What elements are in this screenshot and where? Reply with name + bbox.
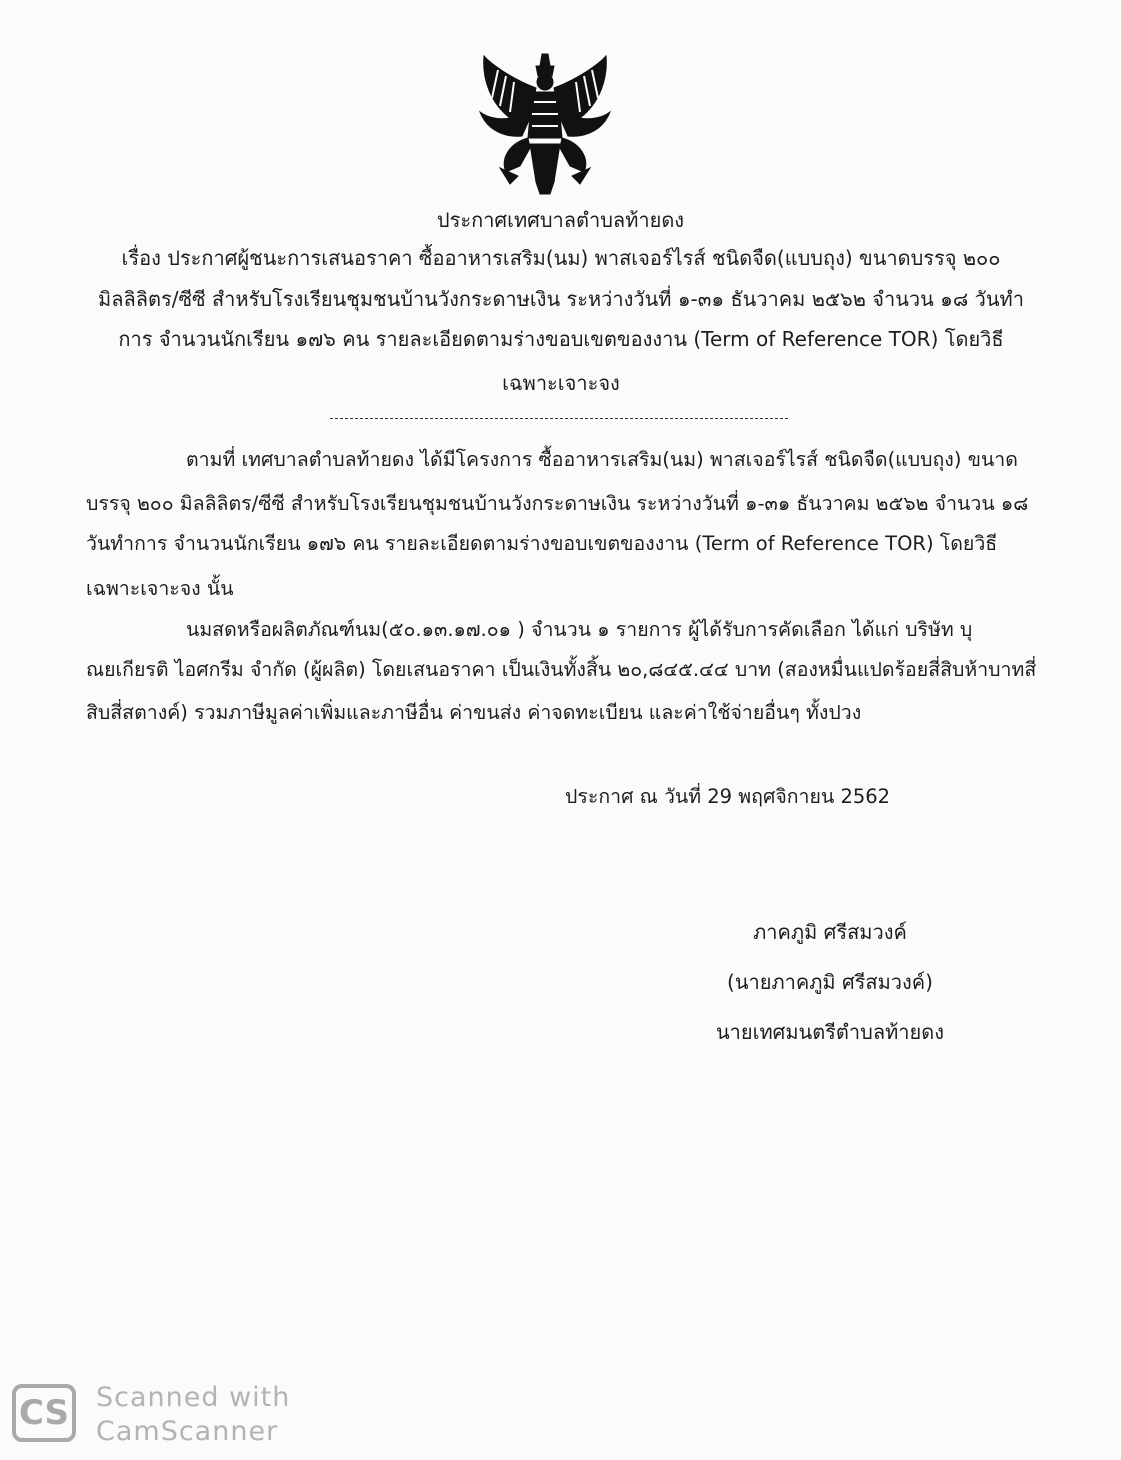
signatory-position: นายเทศมนตรีตำบลท้ายดง	[716, 1020, 944, 1044]
paragraph-line: สิบสี่สตางค์) รวมภาษีมูลค่าเพิ่มและภาษีอื่น ค่าขนส่ง ค่าจดทะเบียน และค่าใช้จ่ายอื่นๆ ทั้งปวง	[86, 701, 862, 724]
watermark-line: Scanned with	[96, 1382, 291, 1413]
paragraph-line: บรรจุ ๒๐๐ มิลลิลิตร/ซีซี สำหรับโรงเรียนชุมชนบ้านวังกระดาษเงิน ระหว่างวันที่ ๑-๓๑ ธันวาคม ๒๕๖๒ จำนวน ๑๘	[86, 492, 1029, 515]
paragraph-line: ณยเกียรติ ไอศกรีม จำกัด (ผู้ผลิต) โดยเสนอราคา เป็นเงินทั้งสิ้น ๒๐,๘๔๕.๔๔ บาท (สองหมื่นแปดร้อยสี่สิบห้าบาทสี่	[86, 658, 1037, 681]
paragraph-line: วันทำการ จำนวนนักเรียน ๑๗๖ คน รายละเอียดตามร่างขอบเขตของงาน (Term of Reference TOR) โดยวิธี	[86, 532, 998, 555]
camscanner-logo-icon: CS	[12, 1384, 76, 1442]
paragraph-line: เฉพาะเจาะจง นั้น	[86, 577, 234, 600]
signature-name: ภาคภูมิ ศรีสมวงค์	[753, 920, 907, 944]
paragraph-line: นมสดหรือผลิตภัณฑ์นม(๕๐.๑๓.๑๗.๐๑ ) จำนวน ๑ รายการ ผู้ได้รับการคัดเลือก ได้แก่ บริษัท บุ	[186, 618, 973, 641]
subject-line: การ จำนวนนักเรียน ๑๗๖ คน รายละเอียดตามร่างขอบเขตของงาน (Term of Reference TOR) โดยวิธี	[118, 327, 1004, 351]
subject-line: มิลลิลิตร/ซีซี สำหรับโรงเรียนชุมชนบ้านวังกระดาษเงิน ระหว่างวันที่ ๑-๓๑ ธันวาคม ๒๕๖๒ จำนวน ๑๘ วันทำ	[98, 287, 1024, 311]
separator-line	[330, 418, 788, 419]
announce-date: ประกาศ ณ วันที่ 29 พฤศจิกายน 2562	[565, 785, 891, 808]
subject-line: เฉพาะเจาะจง	[502, 371, 620, 395]
paragraph-line: ตามที่ เทศบาลตำบลท้ายดง ได้มีโครงการ ซื้ออาหารเสริม(นม) พาสเจอร์ไรส์ ชนิดจืด(แบบถุง) ขนาด	[186, 448, 1018, 471]
subject-line: เรื่อง ประกาศผู้ชนะการเสนอราคา ซื้ออาหารเสริม(นม) พาสเจอร์ไรส์ ชนิดจืด(แบบถุง) ขนาดบรรจุ ๒๐๐	[121, 246, 1001, 270]
garuda-emblem-icon	[470, 48, 620, 198]
watermark-line: CamScanner	[96, 1416, 279, 1447]
signatory-full-name: (นายภาคภูมิ ศรีสมวงค์)	[727, 970, 933, 994]
document-title: ประกาศเทศบาลตำบลท้ายดง	[436, 208, 685, 232]
